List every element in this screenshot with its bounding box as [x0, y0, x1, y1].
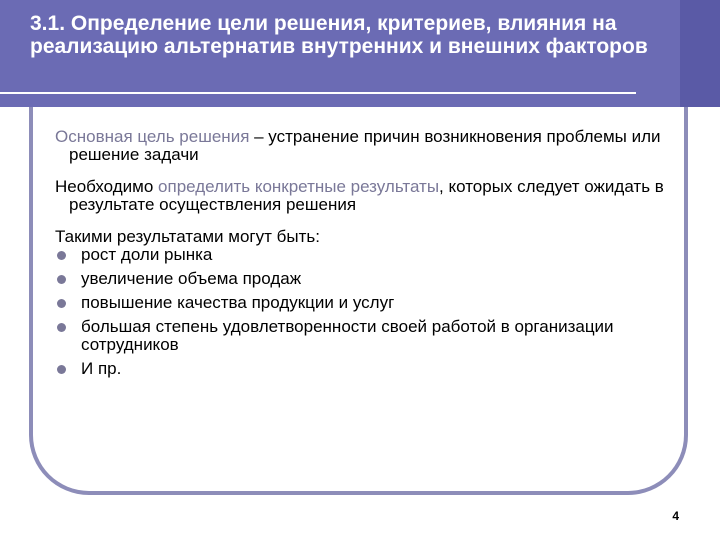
list-intro: Такими результатами могут быть: — [55, 227, 320, 246]
results-list — [55, 246, 665, 378]
list-item — [55, 360, 665, 378]
title-underline — [0, 92, 636, 94]
list-item — [55, 294, 665, 312]
list-item-text: большая степень удовлетворенности своей работой в организации сотрудников — [81, 317, 614, 354]
list-item-text: И пр. — [81, 359, 122, 378]
results-text-before: Необходимо — [55, 177, 159, 196]
bullet-icon — [57, 299, 66, 308]
bullet-icon — [57, 275, 66, 284]
bullet-icon — [57, 323, 66, 332]
list-item-text: повышение качества продукции и услуг — [81, 293, 395, 312]
bullet-icon — [57, 251, 66, 260]
slide-content — [55, 128, 665, 384]
results-paragraph — [55, 178, 665, 214]
goal-text: – устранение причин возникновения проблемы или решение задачи — [69, 127, 661, 164]
list-item-text: рост доли рынка — [81, 245, 213, 264]
list-item — [55, 318, 665, 354]
bullet-icon — [57, 365, 66, 374]
list-item — [55, 246, 665, 264]
results-highlight: определить конкретные результаты — [158, 177, 440, 196]
list-item-text: увеличение объема продаж — [81, 269, 302, 288]
slide-title: 3.1. Определение цели решения, критериев, влияния на реализацию альтернатив внутренних и внешних факторов — [30, 12, 648, 58]
results-text-after: , которых следует ожидать в результате осуществления решения — [69, 177, 664, 214]
goal-highlight: Основная цель решения — [55, 127, 250, 146]
page-number: 4 — [672, 509, 679, 523]
goal-paragraph — [55, 128, 665, 164]
list-item — [55, 270, 665, 288]
header-tab — [680, 0, 720, 107]
